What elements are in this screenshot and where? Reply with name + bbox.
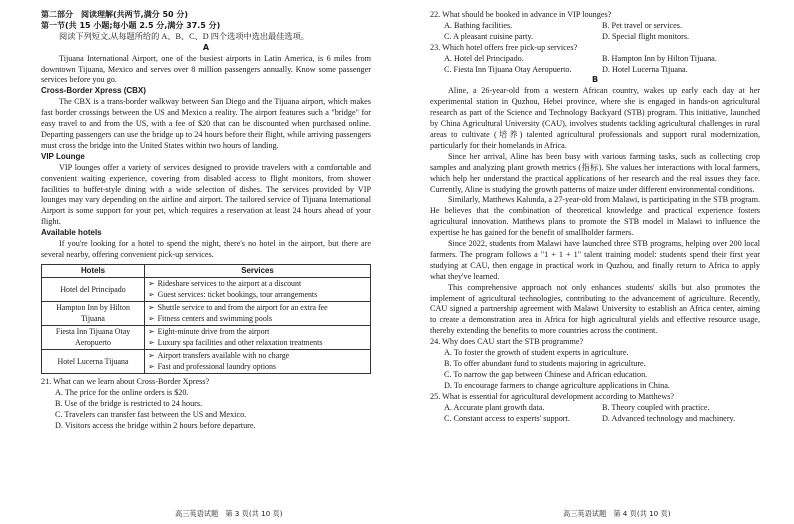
service-item: Rideshare services to the airport at a discount [157, 279, 302, 289]
table-header-services: Services [145, 264, 371, 278]
arrow-bullet-icon: ➢ [148, 361, 155, 371]
vip-paragraph: VIP lounges offer a variety of services designed to provide travelers with a comfortable and convenient waiting experience, covering from disabled access to flight monitors, from shower facilities to buffet-style dining with a wide selection of dishes. The services provided by VIP lounges may vary depending on the airline and airport. The tailored service of Tijuana International Airport is some support for your pet, which requires a reservation at least 24 hours ahead of your flight. [41, 162, 371, 227]
q23-option-c: C. Fiesta Inn Tijuana Otay Aeropuerto. [444, 64, 572, 74]
q23-option-b: B. Hampton Inn by Hilton Tijuana. [602, 53, 717, 63]
q23-option-d: D. Hotel Lucerna Tijuana. [602, 64, 688, 74]
page-footer-left: 高三英语试题 第 3 页(共 10 页) [175, 509, 283, 518]
part-title: 第二部分 阅读理解(共两节,满分 50 分) [41, 10, 189, 19]
table-header-hotels: Hotels [42, 264, 145, 278]
q25-option-a: A. Accurate plant growth data. [444, 402, 545, 412]
hotels-table [41, 264, 371, 375]
q25-option-d: D. Advanced technology and machinery. [602, 413, 736, 423]
q21-option-a: A. The price for the online orders is $20. [55, 388, 189, 398]
passage-b-paragraph-2: Since her arrival, Aline has been busy with various farming tasks, such as collecting crop samples and analyzing plant growth metrics (指标). She values her interactions with local farmers, which help her understand the practical applications of her research and the real issues they face. Currently, Aline is studying the growth patterns of maize under different environmental conditions. [430, 151, 760, 194]
section-title: 第一节(共 15 小题;每小题 2.5 分,满分 37.5 分) [41, 20, 221, 30]
passage-b-paragraph-1: Aline, a 26-year-old from a western African country, wakes up early each day at her experimental station in Quzhou, Hebei province, where she is engaged in hands-on agricultural research as part of the Science and Technology Backyard (STB) program. This initiative, launched by China Agricultural University (CAU), involves students tackling agricultural challenges in rural areas to cultivate (培养) talented agricultural professionals and support rural modernization, particularly for their homelands in Africa. [430, 86, 760, 150]
q25-options-row [430, 403, 760, 414]
passage-b-paragraph-3: Similarly, Matthews Kalunda, a 27-year-old from Malawi, is participating in the STB program. He believes that the combination of theoretical knowledge and practical experience fosters agricultural innovation. Matthews plans to promote the STB model in Malawi to influence the expertise he has gained for the benefit of smallholder farmers. [430, 195, 760, 238]
arrow-bullet-icon: ➢ [148, 289, 155, 299]
hotels-paragraph: If you're looking for a hotel to spend the night, there's no hotel in the airport, but there are several nearby, offering convenient pick-up services. [41, 239, 371, 259]
arrow-bullet-icon: ➢ [148, 351, 155, 361]
q21-option-d: D. Visitors access the bridge within 2 hours before departure. [55, 420, 256, 430]
question-24: 24. Why does CAU start the STB programme? [430, 337, 584, 347]
passage-letter-a: A [202, 42, 210, 52]
arrow-bullet-icon: ➢ [148, 303, 155, 313]
left-page [41, 10, 371, 432]
page-footer-right: 高三英语试题 第 4 页(共 10 页) [563, 509, 671, 518]
hotel-services [145, 278, 371, 302]
service-item: Airport transfers available with no charge [157, 351, 290, 361]
service-item: Luxury spa facilities and other relaxation treatments [157, 337, 323, 347]
q23-options-row [430, 65, 760, 76]
hotel-services [145, 302, 371, 326]
table-row [42, 278, 371, 302]
hotel-name: Hotel del Principado [42, 278, 145, 302]
hotels-heading: Available hotels [41, 228, 102, 238]
q23-option-a: A. Hotel del Principado. [444, 53, 524, 63]
q22-option-c: C. A pleasant cuisine party. [444, 31, 534, 41]
q22-option-b: B. Pet travel or services. [602, 20, 683, 30]
q25-option-c: C. Constant access to experts' support. [444, 413, 570, 423]
q22-option-a: A. Bathing facilities. [444, 20, 513, 30]
q22-option-d: D. Special flight monitors. [602, 31, 690, 41]
cbx-paragraph: The CBX is a trans-border walkway between San Diego and the Tijuana airport, which makes fast border crossings between the US and Mexico a reality. The airport features such a "bridge" for easy travel to and from the US, with a fee of $20 that can be discounted when purchased online. Departing passengers can use the bridge up to 24 hours before their flight, while arriving passengers must cross the bridge into the United States within two hours of landing. [41, 97, 371, 150]
arrow-bullet-icon: ➢ [148, 337, 155, 347]
q25-option-b: B. Theory coupled with practice. [602, 402, 710, 412]
vip-heading: VIP Lounge [41, 151, 85, 161]
table-row [42, 350, 371, 374]
hotel-services [145, 350, 371, 374]
table-row [42, 302, 371, 326]
table-row [42, 326, 371, 350]
q21-option-c: C. Travelers can transfer fast between the US and Mexico. [55, 410, 247, 420]
service-item: Guest services: ticket bookings, tour arrangements [157, 289, 318, 299]
passage-a-intro: Tijuana International Airport, one of the busiest airports in Latin America, is 6 miles from downtown Tijuana, Mexico and serves over 8 million passengers annually. Know some passenger services before you go. [41, 53, 371, 85]
arrow-bullet-icon: ➢ [148, 279, 155, 289]
question-23: 23. Which hotel offers free pick-up services? [430, 42, 578, 52]
service-item: Eight-minute drive from the airport [157, 327, 270, 337]
hotel-services [145, 326, 371, 350]
q24-option-d: D. To encourage farmers to change agriculture applications in China. [444, 380, 670, 390]
q24-option-b: B. To offer abundant fund to students majoring in agriculture. [444, 359, 646, 368]
arrow-bullet-icon: ➢ [148, 327, 155, 337]
q25-options-row [430, 414, 760, 425]
question-21: 21. What can we learn about Cross-Border Xpress? [41, 377, 210, 387]
right-page [430, 10, 760, 424]
service-item: Shuttle service to and from the airport for an extra fee [157, 303, 328, 313]
q22-options-row [430, 21, 760, 32]
hotel-name: Hampton Inn by Hilton Tijuana [42, 302, 145, 326]
cbx-heading: Cross-Border Xpress (CBX) [41, 86, 146, 96]
q24-option-c: C. To narrow the gap between Chinese and African education. [444, 369, 648, 379]
q22-options-row [430, 32, 760, 43]
hotel-name: Fiesta Inn Tijuana Otay Aeropuerto [42, 326, 145, 350]
hotel-name: Hotel Lucerna Tijuana [42, 350, 145, 374]
passage-letter-b: B [591, 75, 599, 85]
q23-options-row [430, 54, 760, 65]
table-header-row [42, 264, 371, 278]
arrow-bullet-icon: ➢ [148, 313, 155, 323]
question-25: 25. What is essential for agricultural development according to Matthews? [430, 391, 675, 401]
instruction: 阅读下列短文,从每题所给的 A、B、C、D 四个选项中选出最佳选项。 [59, 31, 309, 41]
passage-b-paragraph-5: This comprehensive approach not only enhances students' skills but also promotes the implement of agricultural technologies, contributing to the advancement of agriculture. Recently, CAU signed a partnership agreement with Malawi University to establish an Africa center, aiming to create a demonstration area in Africa for high agricultural yields and effective resource usage, thereby extending the benefits to more countries across the continent. [430, 282, 760, 336]
passage-b-paragraph-4: Since 2022, students from Malawi have launched three STB programs, helping over 200 local farmers. The program follows a "1 + 1 + 1" talent training model: students spend their first year studying at CAU, then engage in practical work in Quzhou, and finally return to Africa to apply what they've learned. [430, 239, 760, 281]
question-22: 22. What should be booked in advance in VIP lounges? [430, 10, 612, 19]
service-item: Fitness centers and swimming pools [157, 313, 273, 323]
q21-option-b: B. Use of the bridge is restricted to 24 hours. [55, 399, 203, 409]
q24-option-a: A. To foster the growth of student experts in agriculture. [444, 348, 629, 358]
service-item: Fast and professional laundry options [157, 361, 276, 371]
